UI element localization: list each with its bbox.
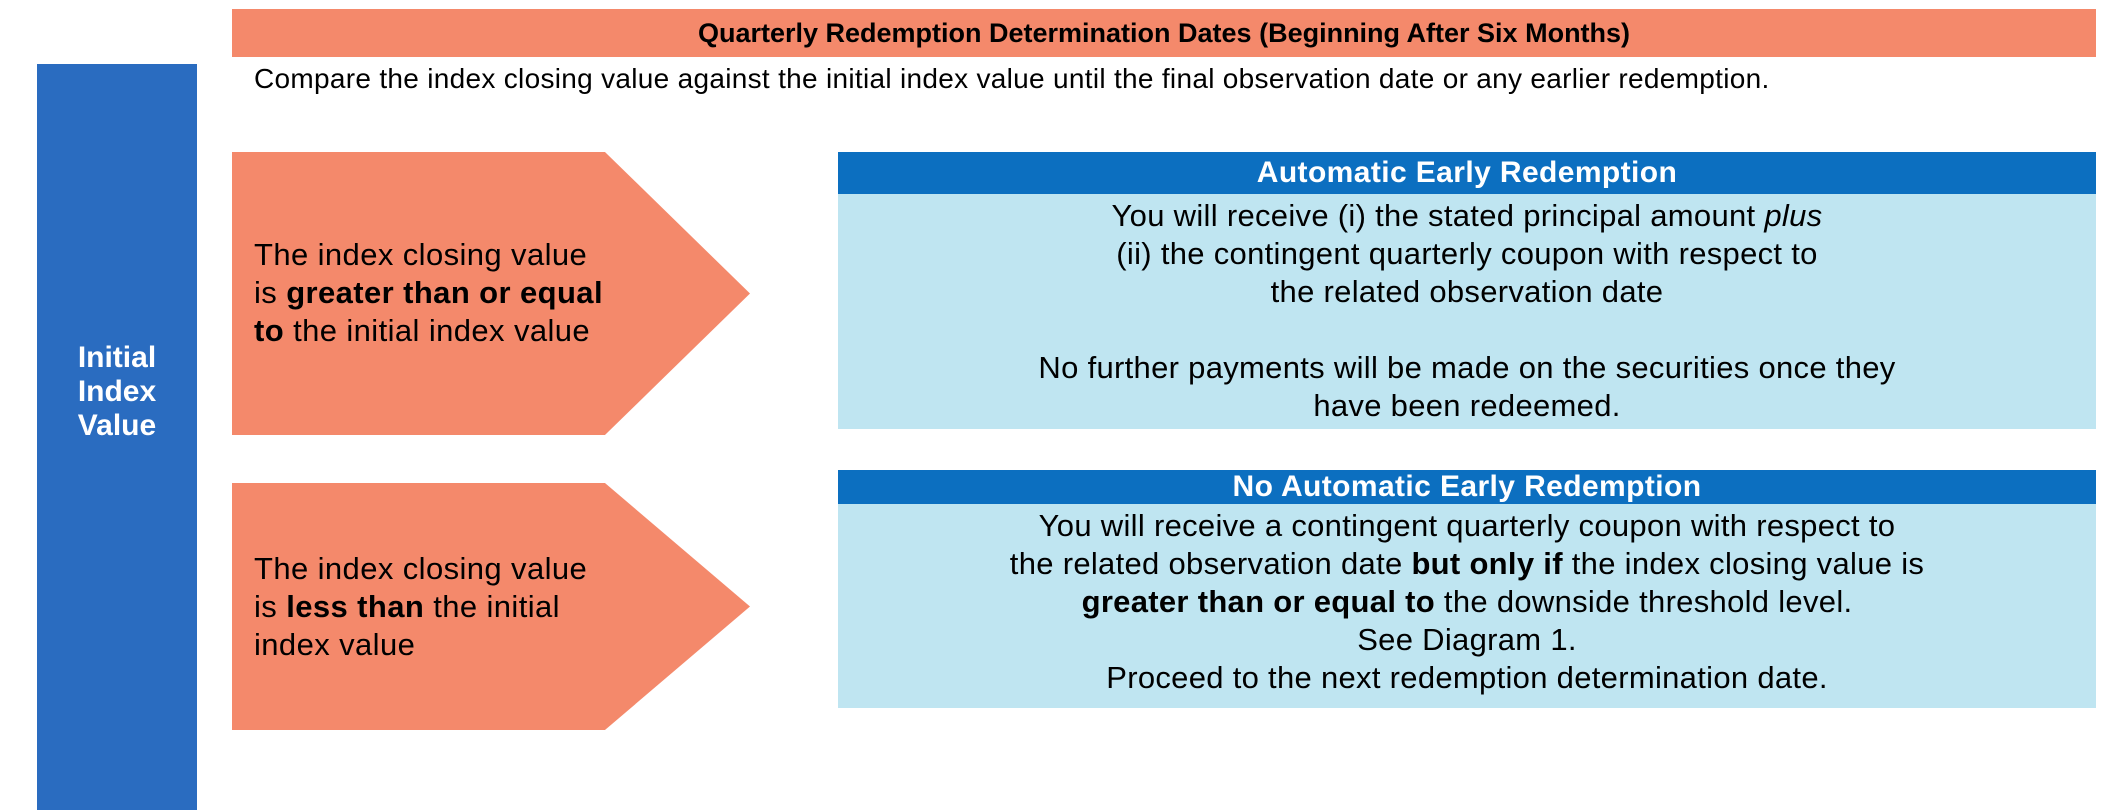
- condition-1-bold-phrase: greater than or equal: [286, 275, 603, 310]
- outcome-1-line-1: You will receive (i) the stated principal amount: [1111, 198, 1765, 233]
- condition-2-line-1: The index closing value: [254, 551, 588, 586]
- condition-1-line-1: The index closing value: [254, 237, 588, 272]
- condition-2-line-2-rest: the initial: [424, 589, 560, 624]
- condition-2-bold-phrase: less than: [286, 589, 425, 624]
- banner-title: Quarterly Redemption Determination Dates (Beginning After Six Months): [697, 17, 1631, 48]
- condition-1-line-2-prefix: is: [254, 275, 287, 310]
- outcome-1-line-2: (ii) the contingent quarterly coupon with respect to: [1116, 236, 1818, 271]
- outcome-1-line-3: the related observation date: [1270, 274, 1664, 309]
- intro-text: Compare the index closing value against the initial index value until the final observation date or any earlier redemption.: [254, 63, 1770, 94]
- condition-text-less: [254, 550, 734, 664]
- quarterly-dates-banner: [232, 9, 2096, 57]
- outcome-2-see-diagram: See Diagram 1.: [1357, 622, 1577, 657]
- no-automatic-early-redemption-body: [838, 504, 2096, 708]
- outcome-2-line-1: You will receive a contingent quarterly coupon with respect to: [1038, 508, 1896, 543]
- condition-1-bold-to: to: [254, 313, 285, 348]
- outcome-2-bold-phrase: greater than or equal to: [1081, 584, 1435, 619]
- condition-text-greater: [254, 236, 734, 350]
- outcome-1-spacer: [838, 311, 2096, 349]
- condition-2-line-3: index value: [254, 627, 416, 662]
- condition-1-line-3-rest: the initial index value: [284, 313, 591, 348]
- initial-index-value-label: Initial Index Value: [77, 341, 157, 442]
- initial-index-value-bar: [37, 64, 197, 810]
- automatic-early-redemption-header: [838, 152, 2096, 194]
- outcome-2-line-3-rest: the downside threshold level.: [1435, 584, 1853, 619]
- outcome-1-title: Automatic Early Redemption: [1256, 156, 1678, 189]
- outcome-2-proceed: Proceed to the next redemption determination date.: [1106, 660, 1828, 695]
- outcome-2-line-2-rest: the index closing value is: [1562, 546, 1925, 581]
- automatic-early-redemption-body: [838, 194, 2096, 429]
- outcome-1-line-4: No further payments will be made on the securities once they: [1038, 350, 1896, 385]
- outcome-1-line-5: have been redeemed.: [1313, 388, 1621, 423]
- condition-2-line-2-prefix: is: [254, 589, 287, 624]
- outcome-2-but-only-if: but only if: [1411, 546, 1563, 581]
- no-automatic-early-redemption-header: [838, 470, 2096, 504]
- outcome-1-plus: plus: [1764, 198, 1823, 233]
- outcome-2-title: No Automatic Early Redemption: [1232, 470, 1702, 503]
- outcome-2-line-2-prefix: the related observation date: [1009, 546, 1412, 581]
